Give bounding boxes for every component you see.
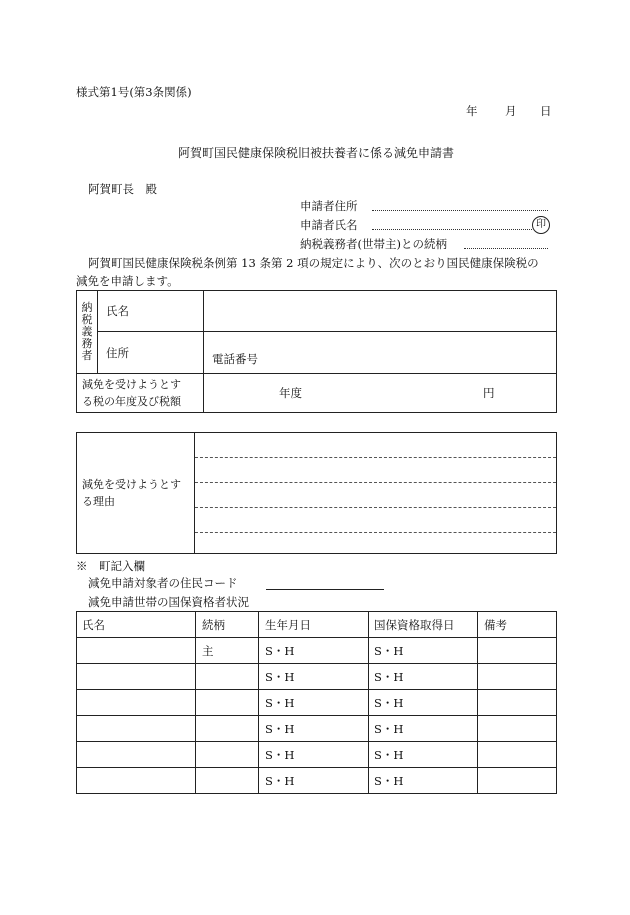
date-month-label: 月 [505,104,517,118]
taxpayer-address-label: 住所 [98,332,204,374]
row-name[interactable] [77,716,196,742]
tax-year-label-line1: 減免を受けようとす [82,378,181,391]
row-note[interactable] [478,716,557,742]
reason-line [195,508,556,533]
addressee: 阿賀町長 殿 [88,182,157,196]
row-birthdate[interactable]: S・H [259,690,369,716]
household-table [76,611,557,794]
row-name[interactable] [77,664,196,690]
row-relation[interactable] [196,690,259,716]
row-acquired-date[interactable]: S・H [369,664,478,690]
row-name[interactable] [77,690,196,716]
taxpayer-name-input[interactable] [204,291,557,332]
row-relation[interactable] [196,664,259,690]
row-relation[interactable] [196,742,259,768]
household-header-row [77,612,557,638]
taxpayer-name-label: 氏名 [98,291,204,332]
body-text-line2: 減免を申請します。 [76,274,179,288]
yen-unit: 円 [483,386,495,400]
taxpayer-address-input[interactable] [204,332,557,374]
taxpayer-table [76,290,557,413]
row-relation[interactable] [196,716,259,742]
tax-year-label-cell [77,374,204,413]
row-birthdate[interactable]: S・H [259,664,369,690]
page-title: 阿賀町国民健康保険税旧被扶養者に係る減免申請書 [178,146,455,160]
taxpayer-group-cell [77,291,98,374]
row-note[interactable] [478,742,557,768]
row-name[interactable] [77,768,196,794]
row-name[interactable] [77,638,196,664]
header-note: 備考 [478,612,557,638]
reason-label-cell [77,433,195,554]
table-row [77,742,557,768]
applicant-address-field[interactable] [372,210,548,211]
applicant-name-field[interactable] [372,229,532,230]
household-status-label: 減免申請世帯の国保資格者状況 [88,595,249,609]
reason-table [76,432,557,554]
resident-code-label: 減免申請対象者の住民コード [88,576,238,590]
reason-line [195,483,556,508]
applicant-address-label: 申請者住所 [300,199,358,213]
row-acquired-date[interactable]: S・H [369,716,478,742]
reason-label-line2: る理由 [82,495,115,508]
date-year-label: 年 [466,104,478,118]
reason-line [195,458,556,483]
body-text-line1: 阿賀町国民健康保険税条例第 13 条第 2 項の規定により、次のとおり国民健康保険税の [88,256,539,270]
relation-label: 納税義務者(世帯主)との続柄 [300,237,447,251]
row-birthdate[interactable]: S・H [259,742,369,768]
row-birthdate[interactable]: S・H [259,768,369,794]
table-row [77,716,557,742]
row-acquired-date[interactable]: S・H [369,768,478,794]
office-use-marker: ※ 町記入欄 [76,559,145,573]
header-name: 氏名 [77,612,196,638]
reason-label-line1: 減免を受けようとす [82,478,181,491]
header-birthdate: 生年月日 [259,612,369,638]
row-acquired-date[interactable]: S・H [369,638,478,664]
phone-label: 電話番号 [212,352,258,366]
table-row [77,690,557,716]
year-unit: 年度 [279,386,302,400]
table-row [77,768,557,794]
table-row [77,638,557,664]
tax-year-label-line2: る税の年度及び税額 [82,395,181,408]
resident-code-field[interactable] [266,589,384,590]
row-relation[interactable] [196,768,259,794]
row-note[interactable] [478,664,557,690]
row-birthdate[interactable]: S・H [259,638,369,664]
reason-input[interactable] [195,433,557,554]
row-note[interactable] [478,638,557,664]
relation-field[interactable] [464,248,548,249]
form-number: 様式第1号(第3条関係) [76,85,192,99]
applicant-name-label: 申請者氏名 [300,218,358,232]
tax-year-amount-input[interactable] [204,374,557,413]
header-relation: 続柄 [196,612,259,638]
taxpayer-group-label: 納税義務者 [81,301,93,362]
reason-line [195,433,556,458]
row-name[interactable] [77,742,196,768]
date-day-label: 日 [540,104,552,118]
header-acquired-date: 国保資格取得日 [369,612,478,638]
row-relation[interactable]: 主 [196,638,259,664]
row-note[interactable] [478,690,557,716]
row-note[interactable] [478,768,557,794]
table-row [77,664,557,690]
row-birthdate[interactable]: S・H [259,716,369,742]
row-acquired-date[interactable]: S・H [369,690,478,716]
seal-mark: 印 [532,216,550,234]
row-acquired-date[interactable]: S・H [369,742,478,768]
